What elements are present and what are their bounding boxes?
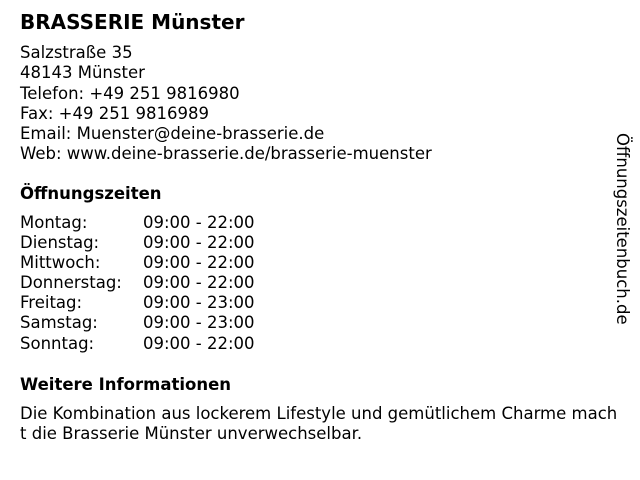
- watermark: [612, 133, 632, 363]
- address-street: Salzstraße 35: [20, 43, 133, 62]
- hours-day: Dienstag:: [20, 233, 100, 253]
- hours-day: Donnerstag:: [20, 273, 122, 293]
- hours-time: 09:00 - 22:00: [143, 273, 255, 293]
- phone-number: Telefon: +49 251 9816980: [20, 83, 240, 103]
- hours-time: 09:00 - 22:00: [143, 213, 255, 232]
- more-info-text: Die Kombination aus lockerem Lifestyle und gemütlichem Charme macht die Brasserie Münster unverwechselbar.: [20, 404, 618, 444]
- hours-time: 09:00 - 23:00: [143, 293, 255, 313]
- watermark-text: Öffnungszeitenbuch.de: [613, 133, 632, 325]
- hours-time: 09:00 - 22:00: [143, 333, 255, 353]
- more-info-heading: Weitere Informationen: [20, 375, 232, 394]
- website-address: Web: www.deine-brasserie.de/brasserie-muenster: [20, 144, 432, 164]
- opening-hours-heading: Öffnungszeiten: [20, 184, 162, 203]
- address-city: 48143 Münster: [20, 63, 145, 83]
- hours-time: 09:00 - 22:00: [143, 233, 255, 253]
- business-title: BRASSERIE Münster: [20, 10, 245, 34]
- hours-day: Mittwoch:: [20, 253, 101, 273]
- hours-day: Samstag:: [20, 313, 98, 333]
- contact-block: [20, 43, 432, 165]
- hours-day: Montag:: [20, 213, 88, 232]
- hours-time: 09:00 - 23:00: [143, 313, 255, 333]
- email-address: Email: Muenster@deine-brasserie.de: [20, 124, 325, 144]
- hours-day: Freitag:: [20, 293, 83, 313]
- fax-number: Fax: +49 251 9816989: [20, 103, 209, 123]
- hours-day: Sonntag:: [20, 333, 95, 353]
- hours-time: 09:00 - 22:00: [143, 253, 255, 273]
